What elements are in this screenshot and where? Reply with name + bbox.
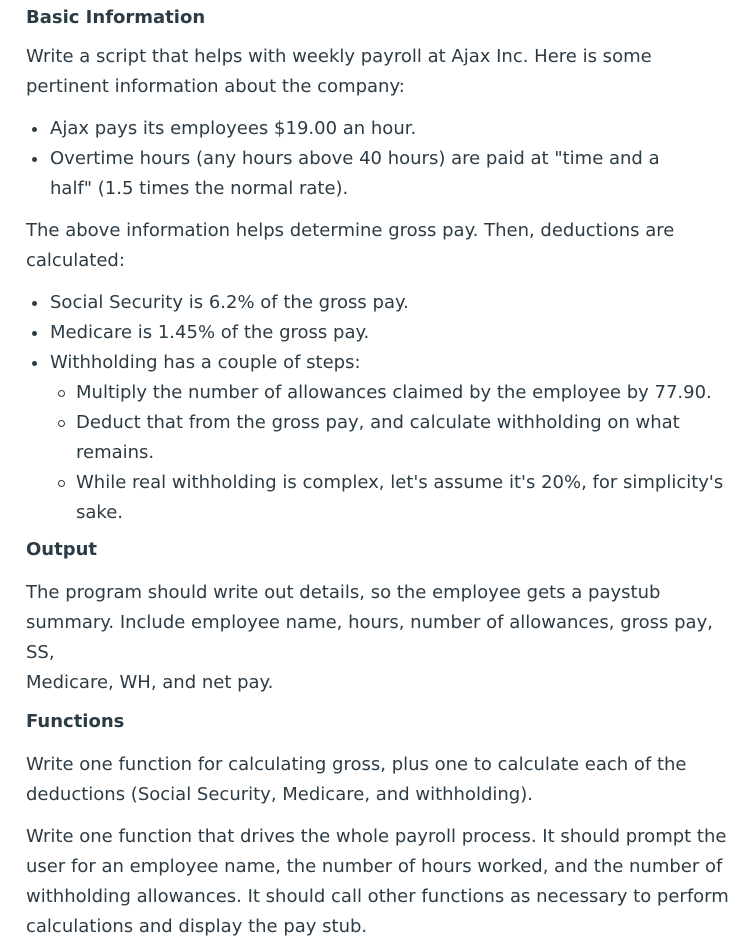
list-item: While real withholding is complex, let's assume it's 20%, for simplicity's sake. bbox=[76, 468, 730, 528]
list-item: Ajax pays its employees $19.00 an hour. bbox=[50, 114, 730, 144]
intro-line-2: pertinent information about the company: bbox=[26, 76, 405, 97]
output-line-3: Medicare, WH, and net pay. bbox=[26, 672, 274, 693]
func2-line-3: withholding allowances. It should call other functions as necessary to perform bbox=[26, 886, 729, 907]
intro-paragraph bbox=[26, 42, 730, 102]
func1-line-2: deductions (Social Security, Medicare, and withholding). bbox=[26, 784, 533, 805]
functions-heading: Functions bbox=[26, 711, 125, 732]
gross-line-2: calculated: bbox=[26, 250, 125, 271]
output-line-1: The program should write out details, so the employee gets a paystub bbox=[26, 582, 661, 603]
output-heading: Output bbox=[26, 539, 98, 560]
basic-information-heading: Basic Information bbox=[26, 7, 206, 28]
withholding-item bbox=[50, 348, 730, 528]
intro-line-1: Write a script that helps with weekly payroll at Ajax Inc. Here is some bbox=[26, 46, 652, 67]
gross-line-1: The above information helps determine gross pay. Then, deductions are bbox=[26, 220, 675, 241]
withholding-label: Withholding has a couple of steps: bbox=[50, 352, 361, 373]
func1-line-1: Write one function for calculating gross, plus one to calculate each of the bbox=[26, 754, 687, 775]
func2-line-1: Write one function that drives the whole payroll process. It should prompt the bbox=[26, 826, 727, 847]
list-item: Social Security is 6.2% of the gross pay. bbox=[50, 288, 730, 318]
output-line-2: summary. Include employee name, hours, number of allowances, gross pay, SS, bbox=[26, 612, 713, 663]
func2-line-4: calculations and display the pay stub. bbox=[26, 916, 368, 937]
functions-paragraph-2 bbox=[26, 822, 730, 942]
list-item: Multiply the number of allowances claimed by the employee by 77.90. bbox=[76, 378, 730, 408]
list-item: Overtime hours (any hours above 40 hours) are paid at "time and a half" (1.5 times the normal rate). bbox=[50, 144, 730, 204]
list-item: Medicare is 1.45% of the gross pay. bbox=[50, 318, 730, 348]
func2-line-2: user for an employee name, the number of hours worked, and the number of bbox=[26, 856, 723, 877]
gross-pay-paragraph bbox=[26, 216, 730, 276]
deductions-list bbox=[26, 288, 730, 528]
output-paragraph bbox=[26, 578, 730, 698]
functions-paragraph-1 bbox=[26, 750, 730, 810]
pay-info-list bbox=[26, 114, 730, 204]
withholding-steps-list bbox=[50, 378, 730, 528]
list-item: Deduct that from the gross pay, and calculate withholding on what remains. bbox=[76, 408, 730, 468]
